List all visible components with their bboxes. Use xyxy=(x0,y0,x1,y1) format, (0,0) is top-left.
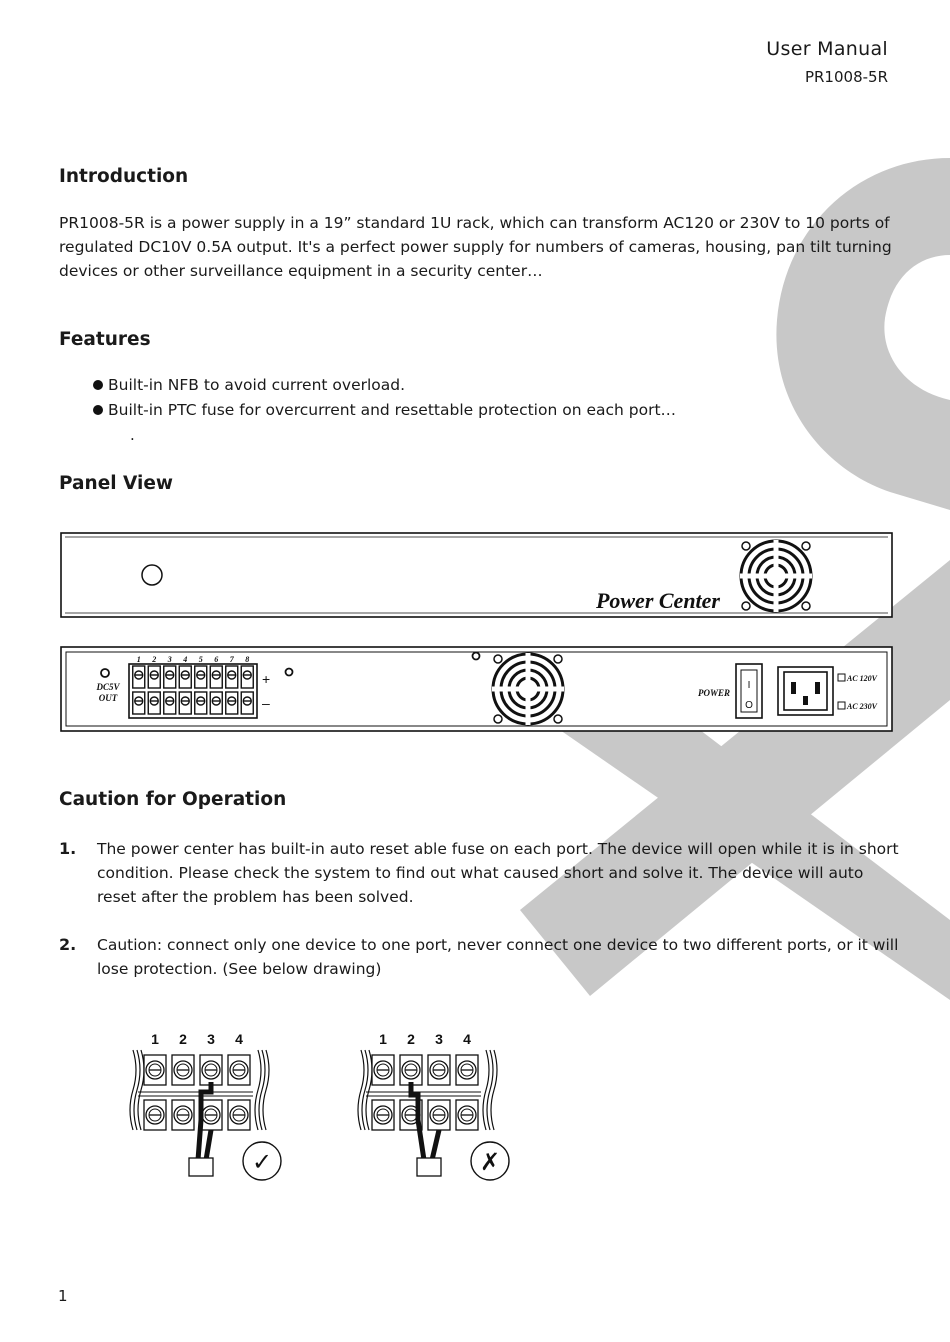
model-number: PR1008-5R xyxy=(804,68,888,86)
caution-item-2 xyxy=(59,933,899,981)
page-number: 1 xyxy=(58,1287,68,1305)
port-number: 3 xyxy=(207,1031,215,1047)
panel-view-heading: Panel View xyxy=(59,473,174,494)
rear-panel xyxy=(61,647,892,731)
port-number: 4 xyxy=(463,1031,471,1047)
caution-heading: Caution for Operation xyxy=(59,789,287,810)
port-number: 3 xyxy=(435,1031,443,1047)
ac-230-label: AC 230V xyxy=(847,702,878,711)
ac-inlet-icon xyxy=(778,667,833,715)
svg-text:O: O xyxy=(745,700,753,711)
port-number: 1 xyxy=(379,1031,387,1047)
ac-120-label: AC 120V xyxy=(847,674,878,683)
caution-item xyxy=(59,837,899,909)
item-number: 2. xyxy=(59,935,77,954)
item-text: The power center has built-in auto reset able fuse on each port. The device will open while it is in short condition. Please check the system to find out what caused short and solve it. The device will auto reset after the problem has been solved. xyxy=(97,840,899,906)
caution-item-1 xyxy=(59,837,899,909)
dc-out-label: OUT xyxy=(98,693,118,703)
svg-text:I: I xyxy=(747,680,751,691)
front-panel xyxy=(61,533,892,617)
introduction-heading: Introduction xyxy=(59,166,189,187)
wire xyxy=(206,1130,211,1160)
front-fan-icon xyxy=(740,540,812,612)
wire xyxy=(432,1130,439,1160)
wiring-wrong-drawing xyxy=(358,1031,509,1180)
introduction-text: PR1008-5R is a power supply in a 19” standard 1U rack, which can transform AC120 or 230V to 10 ports of regulated DC10V 0.5A output. It's a perfect power supply for numbers of cameras, housing, pan tilt turning devices or other surveillance equipment in a security center… xyxy=(59,214,892,280)
manual-title: User Manual xyxy=(766,38,888,60)
stray-dot: . xyxy=(130,426,135,444)
device-plug-icon xyxy=(417,1158,441,1176)
port-number: 1 xyxy=(136,655,141,664)
port-number: 3 xyxy=(167,655,172,664)
port-number: 4 xyxy=(235,1031,243,1047)
wiring-drawings xyxy=(0,1020,600,1200)
power-label: POWER xyxy=(697,688,730,698)
feature-item: Built-in PTC fuse for overcurrent and resettable protection on each port… xyxy=(92,398,676,423)
positive-label: + xyxy=(262,671,271,687)
dc-out-label: DC5V xyxy=(96,682,120,692)
cross-mark: ✗ xyxy=(479,1148,501,1176)
item-text: Caution: connect only one device to one port, never connect one device to two different ports, or it will lose protection. (See below drawing) xyxy=(97,936,899,978)
device-plug-icon xyxy=(189,1158,213,1176)
port-number: 2 xyxy=(152,655,157,664)
port-number: 7 xyxy=(229,655,234,664)
rear-fan-icon xyxy=(492,653,564,725)
port-number: 4 xyxy=(183,655,188,664)
port-number: 8 xyxy=(245,655,250,664)
caution-item xyxy=(59,933,899,981)
front-brand-label: Power Center xyxy=(595,588,720,613)
check-mark: ✓ xyxy=(251,1148,273,1176)
port-number: 1 xyxy=(151,1031,159,1047)
feature-item: Built-in NFB to avoid current overload. xyxy=(92,373,676,398)
port-number: 6 xyxy=(214,655,219,664)
negative-label: – xyxy=(262,695,270,711)
item-number: 1. xyxy=(59,839,77,858)
features-heading: Features xyxy=(59,329,151,350)
terminal-block xyxy=(129,655,257,718)
power-switch-icon xyxy=(736,664,762,718)
port-number: 2 xyxy=(407,1031,415,1047)
wiring-correct-drawing xyxy=(130,1031,281,1180)
port-number: 2 xyxy=(179,1031,187,1047)
port-number: 5 xyxy=(198,655,203,664)
